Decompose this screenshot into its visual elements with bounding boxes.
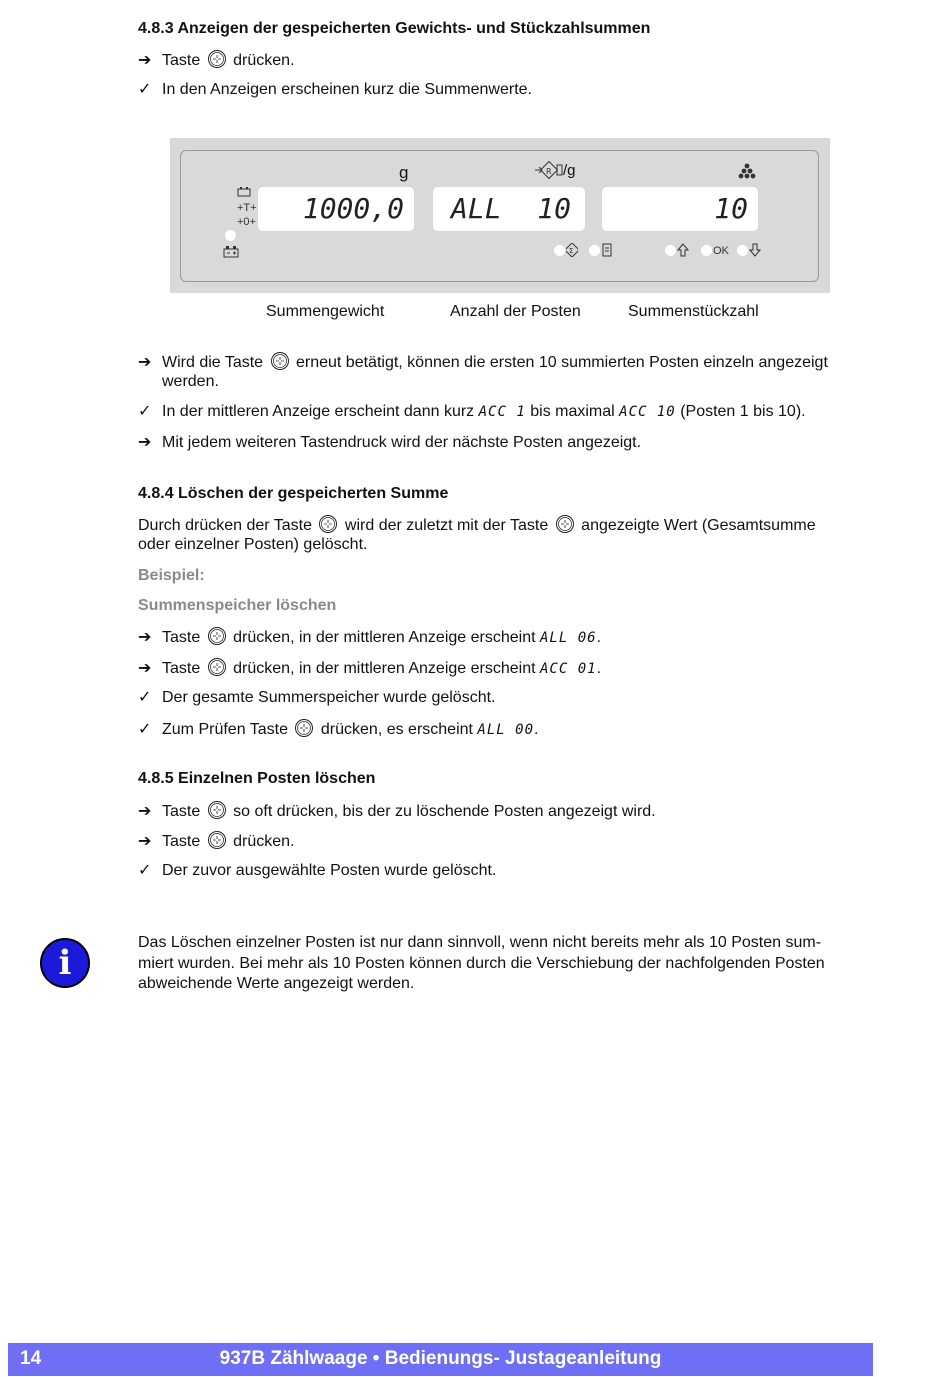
tare-indicator: +T+ bbox=[237, 202, 257, 214]
zero-indicator: +0+ bbox=[237, 216, 256, 228]
memory-indicator-icon bbox=[602, 243, 612, 260]
scale-display-panel bbox=[170, 138, 830, 293]
info-note bbox=[138, 933, 862, 995]
count-code: ALL bbox=[451, 192, 502, 225]
result-text: In der mittleren Anzeige erscheint dann kurz bbox=[162, 403, 475, 420]
down-arrow-icon bbox=[749, 243, 761, 260]
instruction-continuation: werden. bbox=[162, 373, 219, 390]
up-arrow-icon bbox=[677, 243, 689, 260]
unit-pcs-text: /g bbox=[563, 162, 576, 179]
info-text-line: miert wurden. Bei mehr als 10 Posten können durch die Verschiebung der nachfolgenden Posten bbox=[138, 954, 825, 972]
indicator-dot bbox=[665, 245, 676, 256]
result-text: . bbox=[534, 721, 539, 738]
instruction-text: so oft drücken, bis der zu löschende Posten angezeigt wird. bbox=[233, 803, 656, 820]
instruction-text: drücken. bbox=[233, 833, 295, 850]
instruction-text: Taste bbox=[162, 629, 201, 646]
result-text: bis maximal bbox=[530, 403, 615, 420]
section-heading-4-8-5: 4.8.5 Einzelnen Posten löschen bbox=[138, 770, 376, 787]
sum-key-icon bbox=[270, 351, 290, 371]
clear-key-icon bbox=[207, 657, 227, 677]
label-sum-pieces: Summenstückzahl bbox=[628, 303, 759, 320]
instruction-text: Wird die Taste bbox=[162, 354, 264, 371]
arrow-icon: ➔ bbox=[138, 629, 152, 646]
clear-key-icon bbox=[318, 514, 338, 534]
sum-indicator-icon bbox=[566, 243, 578, 260]
instruction-text: erneut betätigt, können die ersten 10 summierten Posten einzeln angezeigt bbox=[295, 354, 828, 371]
example-label: Beispiel: bbox=[138, 567, 205, 584]
arrow-icon: ➔ bbox=[138, 803, 152, 820]
label-item-count: Anzahl der Posten bbox=[450, 303, 581, 320]
instruction-text: Taste bbox=[162, 803, 201, 820]
svg-text:R: R bbox=[546, 167, 552, 176]
result-text: drücken, es erscheint bbox=[320, 721, 473, 738]
lcd-readout: ACC 10 bbox=[619, 404, 676, 420]
weight-display bbox=[258, 187, 414, 231]
pieces-display bbox=[602, 187, 758, 231]
instruction-text: Taste bbox=[162, 660, 201, 677]
pieces-stack-icon bbox=[736, 163, 758, 186]
result-line bbox=[138, 688, 495, 708]
unit-gram-label: g bbox=[399, 163, 409, 182]
section-heading-4-8-4: 4.8.4 Löschen der gespeicherten Summe bbox=[138, 485, 449, 502]
ok-indicator: OK bbox=[713, 245, 729, 257]
instruction-text: . bbox=[596, 660, 602, 677]
result-line bbox=[138, 402, 806, 422]
paragraph-text: Durch drücken der Taste bbox=[138, 517, 313, 534]
arrow-icon: ➔ bbox=[138, 434, 152, 451]
paragraph-text: angezeigte Wert (Gesamtsumme bbox=[581, 517, 816, 534]
sum-key-icon bbox=[207, 800, 227, 820]
arrow-icon: ➔ bbox=[138, 660, 152, 677]
checkmark-icon: ✓ bbox=[138, 81, 152, 98]
paragraph-line bbox=[138, 514, 816, 536]
arrow-icon: ➔ bbox=[138, 833, 152, 850]
reference-icon bbox=[533, 161, 563, 179]
lcd-readout: ALL 00 bbox=[477, 722, 534, 738]
result-text: (Posten 1 bis 10). bbox=[680, 403, 806, 420]
instruction-line bbox=[138, 49, 295, 71]
instruction-line bbox=[138, 626, 601, 648]
page-footer bbox=[8, 1343, 873, 1376]
lcd-readout: ACC 01 bbox=[540, 661, 597, 677]
svg-text:Σ: Σ bbox=[569, 247, 574, 255]
indicator-dot bbox=[589, 245, 600, 256]
checkmark-icon: ✓ bbox=[138, 862, 152, 879]
instruction-line bbox=[138, 657, 601, 679]
instruction-text: drücken, in der mittleren Anzeige erscheint bbox=[233, 629, 536, 646]
unit-weight-per-piece-label bbox=[533, 161, 576, 179]
arrow-icon: ➔ bbox=[138, 354, 152, 371]
instruction-text: . bbox=[596, 629, 602, 646]
instruction-line bbox=[138, 433, 641, 453]
result-text: Der zuvor ausgewählte Posten wurde gelöscht. bbox=[162, 862, 497, 879]
battery-icon bbox=[237, 187, 251, 200]
sum-key-icon bbox=[294, 718, 314, 738]
display-frame bbox=[180, 150, 819, 282]
indicator-dot bbox=[554, 245, 565, 256]
sum-key-icon bbox=[207, 626, 227, 646]
info-text-line: Das Löschen einzelner Posten ist nur dann sinnvoll, wenn nicht bereits mehr als 10 Posten sum- bbox=[138, 934, 822, 951]
pieces-value: 10 bbox=[714, 192, 748, 225]
checkmark-icon: ✓ bbox=[138, 689, 152, 706]
instruction-text: Mit jedem weiteren Tastendruck wird der nächste Posten angezeigt. bbox=[162, 434, 642, 451]
sum-key-icon bbox=[555, 514, 575, 534]
checkmark-icon: ✓ bbox=[138, 403, 152, 420]
result-text: Der gesamte Summerspeicher wurde gelöscht. bbox=[162, 689, 496, 706]
arrow-icon: ➔ bbox=[138, 52, 152, 69]
result-line bbox=[138, 861, 496, 881]
indicator-dot bbox=[701, 245, 712, 256]
result-text: Zum Prüfen Taste bbox=[162, 721, 288, 738]
instruction-text: drücken. bbox=[233, 52, 295, 69]
document-title: 937B Zählwaage • Bedienungs- Justageanleitung bbox=[219, 1348, 662, 1369]
section-heading-4-8-3: 4.8.3 Anzeigen der gespeicherten Gewichts- und Stückzahlsummen bbox=[138, 20, 651, 37]
instruction-text: drücken, in der mittleren Anzeige erscheint bbox=[233, 660, 536, 677]
instruction-line bbox=[138, 800, 656, 822]
result-line bbox=[138, 718, 538, 740]
page-number: 14 bbox=[20, 1348, 42, 1369]
label-sum-weight: Summengewicht bbox=[266, 303, 385, 320]
paragraph-line: oder einzelner Posten) gelöscht. bbox=[138, 536, 368, 553]
result-line bbox=[138, 80, 532, 100]
info-text-line: abweichende Werte angezeigt werden. bbox=[138, 975, 415, 992]
example-subheading: Summenspeicher löschen bbox=[138, 597, 337, 614]
lcd-readout: ACC 1 bbox=[478, 404, 526, 420]
result-text: In den Anzeigen erscheinen kurz die Summenwerte. bbox=[162, 81, 532, 98]
instruction-line bbox=[138, 830, 295, 852]
count-value: 10 bbox=[537, 192, 571, 225]
info-icon: i bbox=[40, 938, 90, 988]
clear-key-icon bbox=[207, 830, 227, 850]
sum-key-icon bbox=[207, 49, 227, 69]
status-dot bbox=[225, 230, 236, 241]
instruction-text: Taste bbox=[162, 833, 201, 850]
instruction-line bbox=[138, 351, 828, 373]
lcd-readout: ALL 06 bbox=[540, 630, 597, 646]
instruction-text: Taste bbox=[162, 52, 201, 69]
checkmark-icon: ✓ bbox=[138, 721, 152, 738]
count-display bbox=[433, 187, 585, 231]
battery-low-icon bbox=[223, 246, 239, 261]
paragraph-text: wird der zuletzt mit der Taste bbox=[344, 517, 549, 534]
indicator-dot bbox=[737, 245, 748, 256]
weight-value: 1000,0 bbox=[302, 192, 404, 225]
